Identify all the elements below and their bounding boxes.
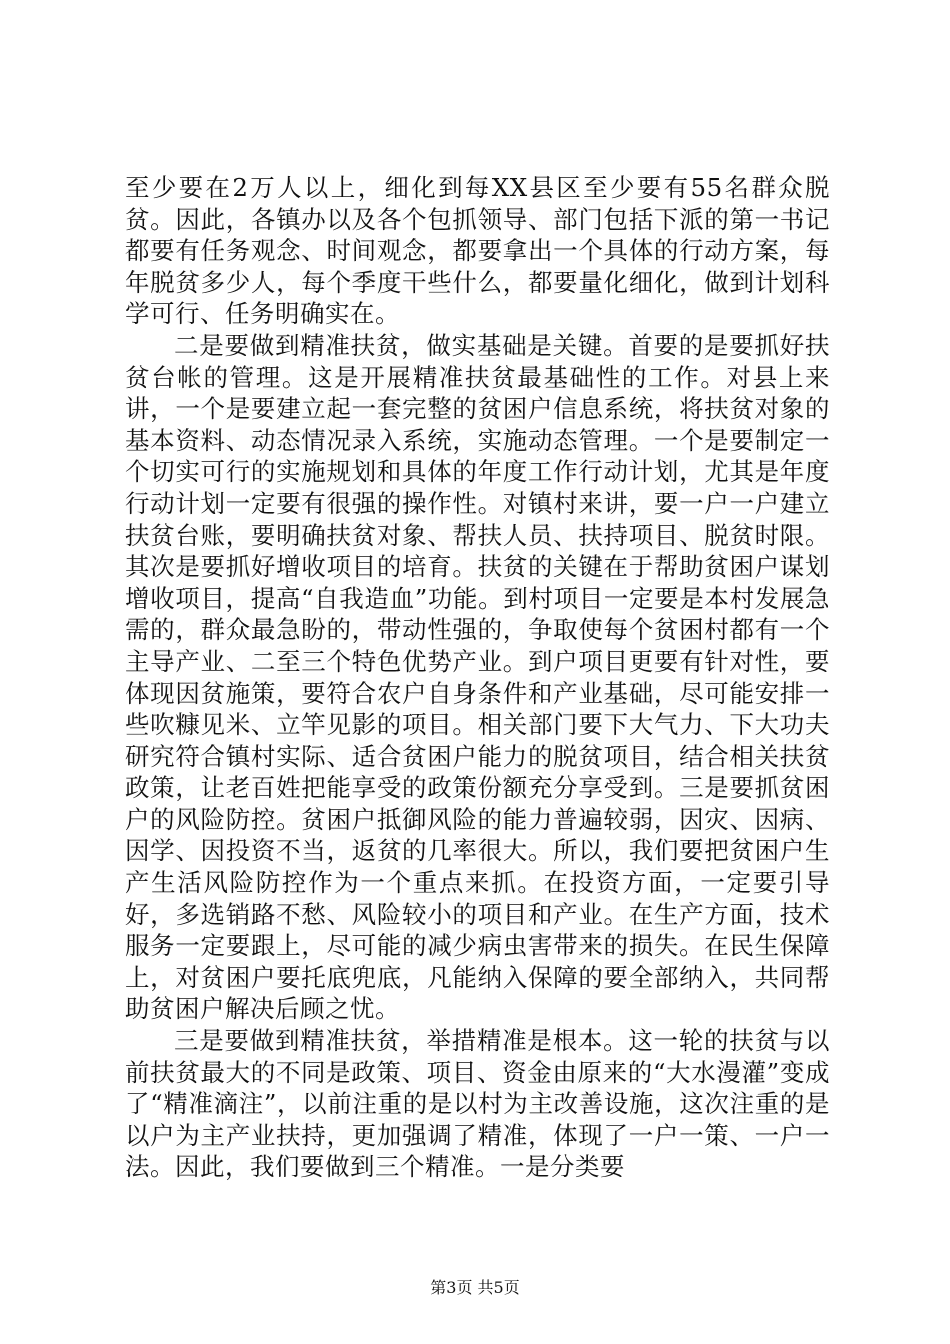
document-body: [125, 172, 830, 1183]
page-number-footer: 第3页 共5页: [430, 1278, 520, 1297]
paragraph-3: 三是要做到精准扶贫，举措精准是根本。这一轮的扶贫与以前扶贫最大的不同是政策、项目、资金由原来的“大水漫灌”变成了“精准滴注”，以前注重的是以村为主改善设施，这次注重的是以户为主产业扶持，更加强调了精准，体现了一户一策、一户一法。因此，我们要做到三个精准。一是分类要: [125, 1026, 830, 1182]
paragraph-1: 至少要在2万人以上，细化到每XX县区至少要有55名群众脱贫。因此，各镇办以及各个包抓领导、部门包括下派的第一书记都要有任务观念、时间观念，都要拿出一个具体的行动方案，每年脱贫多少人，每个季度干些什么，都要量化细化，做到计划科学可行、任务明确实在。: [125, 173, 830, 329]
paragraph-2: 二是要做到精准扶贫，做实基础是关键。首要的是要抓好扶贫台帐的管理。这是开展精准扶贫最基础性的工作。对县上来讲，一个是要建立起一套完整的贫困户信息系统，将扶贫对象的基本资料、动态情况录入系统，实施动态管理。一个是要制定一个切实可行的实施规划和具体的年度工作行动计划，尤其是年度行动计划一定要有很强的操作性。对镇村来讲，要一户一户建立扶贫台账，要明确扶贫对象、帮扶人员、扶持项目、脱贫时限。其次是要抓好增收项目的培育。扶贫的关键在于帮助贫困户谋划增收项目，提高“自我造血”功能。到村项目一定要是本村发展急需的，群众最急盼的，带动性强的，争取使每个贫困村都有一个主导产业、二至三个特色优势产业。到户项目更要有针对性，要体现因贫施策，要符合农户自身条件和产业基础，尽可能安排一些吹糠见米、立竿见影的项目。相关部门要下大气力、下大功夫研究符合镇村实际、适合贫困户能力的脱贫项目，结合相关扶贫政策，让老百姓把能享受的政策份额充分享受到。三是要抓贫困户的风险防控。贫困户抵御风险的能力普遍较弱，因灾、因病、因学、因投资不当，返贫的几率很大。所以，我们要把贫困户生产生活风险防控作为一个重点来抓。在投资方面，一定要引导好，多选销路不愁、风险较小的项目和产业。在生产方面，技术服务一定要跟上，尽可能的减少病虫害带来的损失。在民生保障上，对贫困户要托底兜底，凡能纳入保障的要全部纳入，共同帮助贫困户解决后顾之忧。: [125, 330, 830, 1024]
